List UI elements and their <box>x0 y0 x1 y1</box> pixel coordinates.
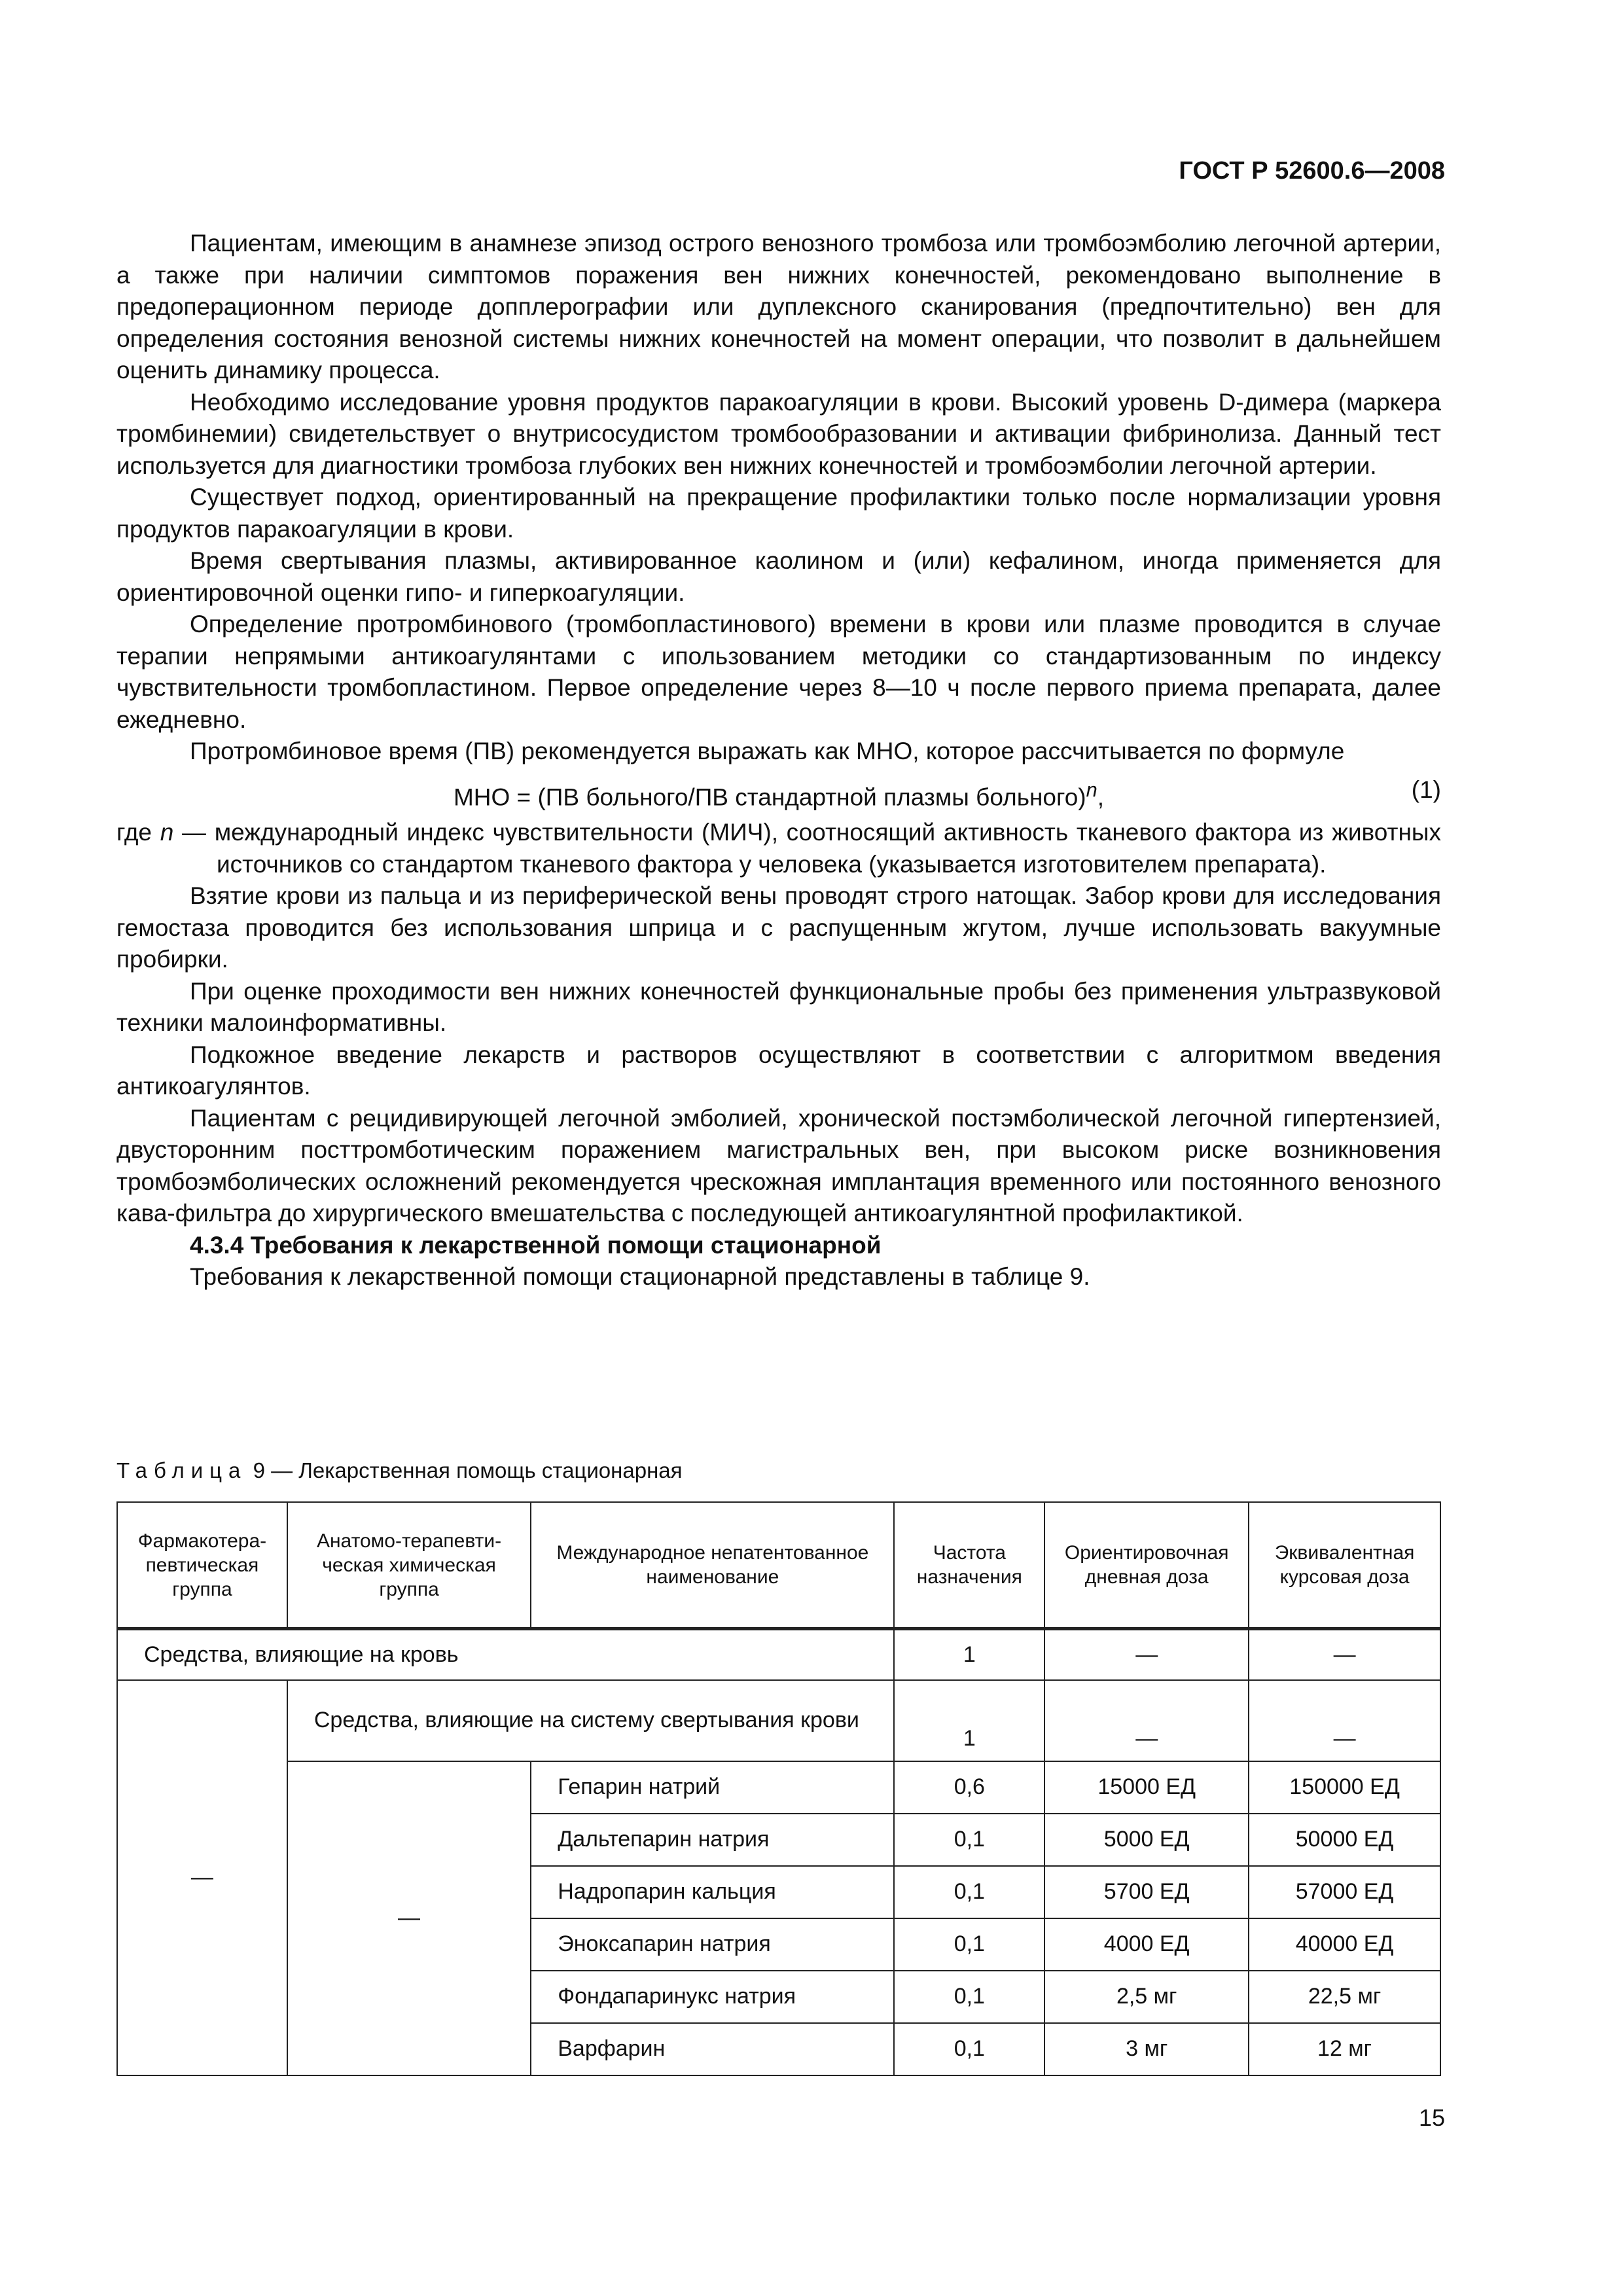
header-cell: Частота назначения <box>894 1502 1044 1629</box>
paragraph: Существует подход, ориентированный на прекращение профилактики только после нормализации уровня продуктов паракоагуляции в крови. <box>116 484 1441 543</box>
table-header-row <box>117 1502 1440 1629</box>
table-row <box>117 1629 1440 1680</box>
daily-dose-cell: 4000 ЕД <box>1044 1918 1249 1971</box>
course-dose-cell: 150000 ЕД <box>1249 1761 1440 1814</box>
formula-explanation <box>116 817 1441 880</box>
medication-table <box>116 1501 1441 2076</box>
frequency-cell: 0,1 <box>894 1866 1044 1918</box>
drug-name-cell: Дальтепарин натрия <box>531 1814 894 1866</box>
drug-name-cell: Гепарин натрий <box>531 1761 894 1814</box>
table-row <box>117 1680 1440 1761</box>
subgroup-dash-cell: — <box>287 1761 531 2075</box>
frequency-cell: 1 <box>894 1629 1044 1680</box>
header-cell: Международное непатентованное наименование <box>531 1502 894 1629</box>
paragraph: При оценке проходимости вен нижних конечностей функциональные пробы без применения ультразвуковой техники малоинформативны. <box>116 977 1441 1037</box>
section-heading: 4.3.4 Требования к лекарственной помощи стационарной <box>190 1231 882 1259</box>
frequency-cell: 0,6 <box>894 1761 1044 1814</box>
subgroup-name-cell: Средства, влияющие на систему свертывания крови <box>287 1680 895 1761</box>
paragraph: Пациентам с рецидивирующей легочной эмболией, хронической постэмболической легочной гипертензией, двусторонним посттромботическим поражением магистральных вен, при высоком риске возникновения тромбоэмболических осложнений рекомендуется чрескожная имплантация временного или постоянного венозного кава-фильтра до хирургического вмешательства с последующей антикоагулянтной профилактикой. <box>116 1104 1441 1227</box>
document-header: ГОСТ Р 52600.6—2008 <box>1179 157 1445 185</box>
table-caption-label: Таблица <box>116 1458 247 1482</box>
where-text: — международный индекс чувствительности (МИЧ), соотносящий активность тканевого фактора из животных источников со стандартом тканевого фактора у человека (указывается изготовителем препарата). <box>173 819 1441 878</box>
where-prefix: где <box>116 819 160 846</box>
frequency-cell: 0,1 <box>894 1814 1044 1866</box>
course-dose-cell: 57000 ЕД <box>1249 1866 1440 1918</box>
daily-dose-cell: 5700 ЕД <box>1044 1866 1249 1918</box>
table-row <box>117 1761 1440 1814</box>
page-number: 15 <box>1418 2104 1445 2131</box>
course-dose-cell: 12 мг <box>1249 2023 1440 2075</box>
course-dose-cell: — <box>1249 1629 1440 1680</box>
formula-exponent: n <box>1086 778 1097 801</box>
daily-dose-cell: — <box>1044 1680 1249 1761</box>
table-caption <box>116 1458 683 1483</box>
section-text: Требования к лекарственной помощи стационарной представлены в таблице 9. <box>190 1263 1090 1291</box>
drug-name-cell: Эноксапарин натрия <box>531 1918 894 1971</box>
paragraph: Подкожное введение лекарств и растворов осуществляют в соответствии с алгоритмом введения антикоагулянтов. <box>116 1041 1441 1100</box>
table-caption-title: 9 — Лекарственная помощь стационарная <box>253 1458 683 1482</box>
formula-suffix: , <box>1097 783 1105 810</box>
where-variable: n <box>160 819 174 846</box>
paragraph: Пациентам, имеющим в анамнезе эпизод острого венозного тромбоза или тромбоэмболию легочной артерии, а также при наличии симптомов поражения вен нижних конечностей, рекомендовано выполнение в предоперационном периоде допплерографии или дуплексного сканирования (предпочтительно) вен для определения состояния венозной системы нижних конечностей на момент операции, что позволит в дальнейшем оценить динамику процесса. <box>116 230 1441 384</box>
group-dash-cell: — <box>117 1680 287 2075</box>
formula-number: (1) <box>1411 776 1441 803</box>
frequency-cell: 0,1 <box>894 1971 1044 2023</box>
formula-text: МНО = (ПВ больного/ПВ стандартной плазмы больного) <box>453 783 1086 810</box>
daily-dose-cell: — <box>1044 1629 1249 1680</box>
drug-name-cell: Надропарин кальция <box>531 1866 894 1918</box>
course-dose-cell: — <box>1249 1680 1440 1761</box>
paragraph: Протромбиновое время (ПВ) рекомендуется выражать как МНО, которое рассчитывается по формуле <box>190 738 1345 764</box>
paragraph: Взятие крови из пальца и из периферической вены проводят строго натощак. Забор крови для исследования гемостаза проводится без использования шприца и с распущенным жгутом, лучше использовать вакуумные пробирки. <box>116 882 1441 973</box>
daily-dose-cell: 3 мг <box>1044 2023 1249 2075</box>
course-dose-cell: 50000 ЕД <box>1249 1814 1440 1866</box>
body-text <box>116 228 1441 1293</box>
course-dose-cell: 22,5 мг <box>1249 1971 1440 2023</box>
header-cell: Эквивалентная курсовая доза <box>1249 1502 1440 1629</box>
course-dose-cell: 40000 ЕД <box>1249 1918 1440 1971</box>
frequency-cell: 0,1 <box>894 2023 1044 2075</box>
paragraph: Определение протромбинового (тромбопластинового) времени в крови или плазме проводится в случае терапии непрямыми антикоагулянтами с ипользованием методики со стандартизованным по индексу чувствительности тромбопластином. Первое определение через 8—10 ч после первого приема препарата, далее ежедневно. <box>116 611 1441 733</box>
formula <box>116 774 1441 814</box>
group-name-cell: Средства, влияющие на кровь <box>117 1629 894 1680</box>
daily-dose-cell: 15000 ЕД <box>1044 1761 1249 1814</box>
frequency-cell: 0,1 <box>894 1918 1044 1971</box>
daily-dose-cell: 5000 ЕД <box>1044 1814 1249 1866</box>
frequency-cell: 1 <box>894 1680 1044 1761</box>
drug-name-cell: Фондапаринукс натрия <box>531 1971 894 2023</box>
header-cell: Фармакотера-певтическая группа <box>117 1502 287 1629</box>
header-cell: Ориентировочная дневная доза <box>1044 1502 1249 1629</box>
drug-name-cell: Варфарин <box>531 2023 894 2075</box>
paragraph: Время свертывания плазмы, активированное каолином и (или) кефалином, иногда применяется для ориентировочной оценки гипо- и гиперкоагуляции. <box>116 547 1441 606</box>
daily-dose-cell: 2,5 мг <box>1044 1971 1249 2023</box>
paragraph: Необходимо исследование уровня продуктов паракоагуляции в крови. Высокий уровень D-димера (маркера тромбинемии) свидетельствует о внутрисосудистом тромбообразовании и активации фибринолиза. Данный тест используется для диагностики тромбоза глубоких вен нижних конечностей и тромбоэмболии легочной артерии. <box>116 388 1441 479</box>
header-cell: Анатомо-терапевти-ческая химическая группа <box>287 1502 531 1629</box>
